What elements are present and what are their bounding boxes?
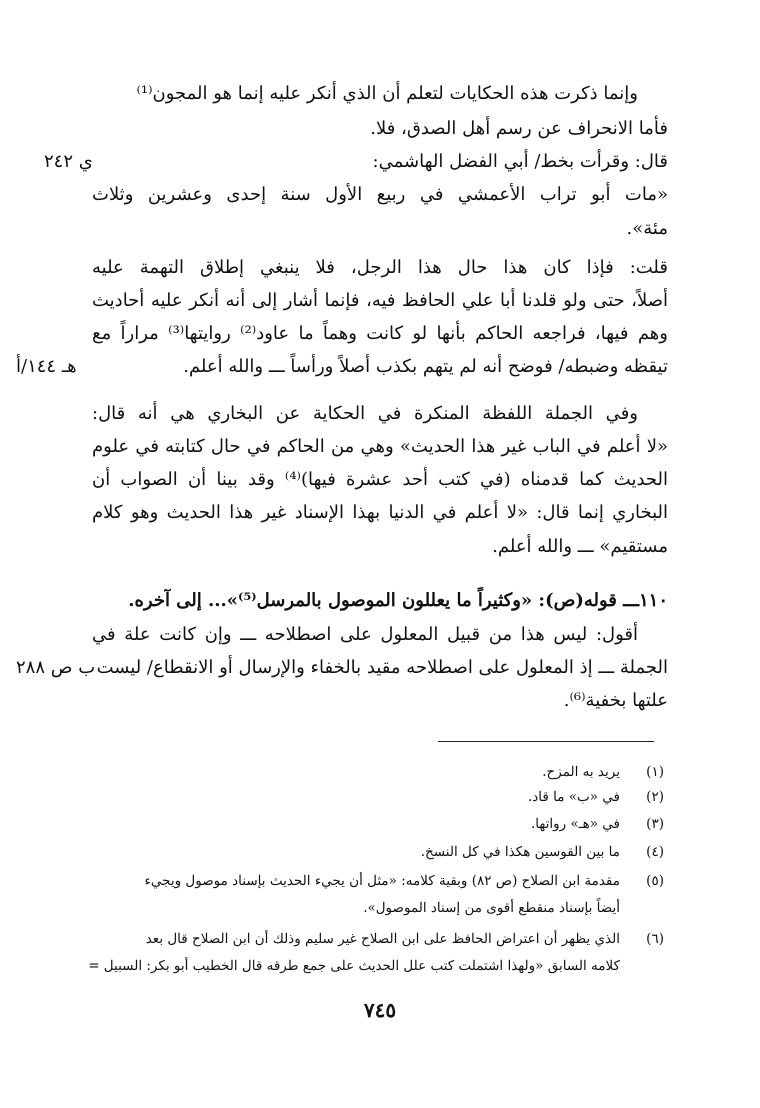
body-line: البخاري إنما قال: «لا أعلم في الدنيا بهذا الإسناد غير هذا الحديث وهو كلام [92,502,668,523]
margin-note: ب ص ٢٨٨ [16,657,96,678]
body-line: وهم فيها، فراجعه الحاكم بأنها لو كانت وهماً ما عاود⁽²⁾ روايتها⁽³⁾ مراراً مع [92,323,668,344]
footnote-number: (٥) [646,873,664,889]
body-line: الجملة ـــ إذ المعلول على اصطلاحه مقيد بالخفاء والإرسال أو الانقطاع/ ليست [96,657,668,678]
footnote-number: (٤) [646,844,664,860]
body-line: مئة». [626,218,668,239]
body-line: «مات أبو تراب الأعمشي في ربيع الأول سنة إحدى وعشرين وثلاث [92,184,668,205]
footnote-text: الذي يظهر أن اعتراض الحافظ على ابن الصلاح غير سليم وذلك أن ابن الصلاح قال بعد [145,931,620,947]
footnote-text: أيضاً بإسناد منقطع أقوى من إسناد الموصول». [363,900,620,916]
body-line: علتها بخفية⁽⁶⁾. [563,690,668,711]
footnote-text: مقدمة ابن الصلاح (ص ٨٢) وبقية كلامه: «مثل أن يجيء الحديث بإسناد موصول ويجيء [144,873,620,889]
footnote-number: (٦) [646,931,664,947]
footnote-text: يريد به المزح. [542,764,620,780]
page-number: ٧٤٥ [363,998,397,1022]
body-line: قال: وقرأت بخط/ أبي الفضل الهاشمي: [372,151,668,172]
footnote-text: في «ب» ما قاد. [527,789,620,805]
footnote-number: (٣) [646,816,664,832]
margin-note: ي ٢٤٢ [44,151,93,172]
footnote-number: (٢) [646,789,664,805]
footnote-text: في «هـ» رواتها. [530,816,620,832]
footnote-text: ما بين القوسين هكذا في كل النسخ. [420,844,620,860]
footnote-rule [438,741,654,742]
body-line: وإنما ذكرت هذه الحكايات لتعلم أن الذي أنكر عليه إنما هو المجون⁽¹⁾ [136,83,638,104]
footnote-text: كلامه السابق «ولهذا اشتملت كتب علل الحديث على جمع طرقه قال الخطيب أبو بكر: السبيل = [88,958,620,974]
body-line: أصلاً، حتى ولو قلدنا أبا علي الحافظ فيه، فإنما أشار إلى أنه أنكر عليه أحاديث [92,290,668,311]
body-line: وفي الجملة اللفظة المنكرة في الحكاية عن البخاري هي أنه قال: [92,403,638,424]
margin-note: هـ ١٤٤/أ [16,356,77,377]
footnote-number: (١) [646,764,664,780]
body-line: «لا أعلم في الباب غير هذا الحديث» وهي من الحاكم في حال كتابته في علوم [92,436,668,457]
body-line: أقول: ليس هذا من قبيل المعلول على اصطلاحه ـــ وإن كانت علة في [92,624,638,645]
body-line: تيقظه وضبطه/ فوضح أنه لم يتهم بكذب أصلاً ورأساً ـــ والله أعلم. [183,356,668,377]
body-line: مستقيم» ـــ والله أعلم. [492,536,668,557]
body-line: الحديث كما قدمناه (في كتب أحد عشرة فيها)⁽⁴⁾ وقد بينا أن الصواب أن [92,469,669,490]
body-line: قلت: فإذا كان هذا حال هذا الرجل، فلا ينبغي إطلاق التهمة عليه [92,257,668,278]
section-heading: ١١٠ـــ قوله(ص): «وكثيراً ما يعللون الموصول بالمرسل⁽⁵⁾»... إلى آخره. [128,590,668,611]
body-line: فأما الانحراف عن رسم أهل الصدق، فلا. [370,118,668,139]
